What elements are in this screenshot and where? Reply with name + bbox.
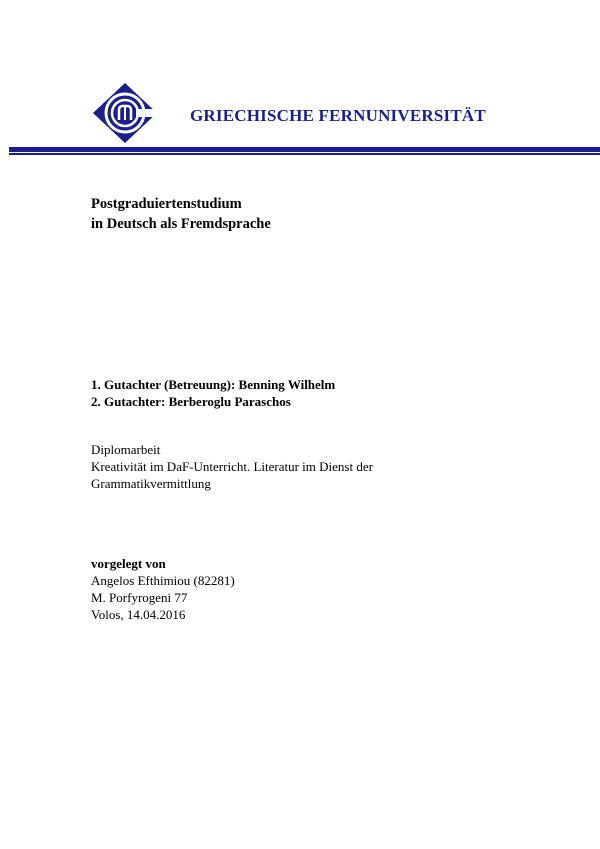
- thesis-block: [91, 441, 373, 492]
- submitted-by-label: vorgelegt von: [91, 556, 166, 571]
- university-name: GRIECHISCHE FERNUNIVERSITÄT: [190, 106, 486, 125]
- second-reviewer: 2. Gutachter: Berberoglu Paraschos: [91, 394, 291, 409]
- reviewers-block: [91, 376, 335, 410]
- first-reviewer: 1. Gutachter (Betreuung): Benning Wilhelm: [91, 377, 336, 392]
- program-line-2: in Deutsch als Fremdsprache: [91, 216, 271, 232]
- place-date: Volos, 14.04.2016: [91, 607, 186, 622]
- header-rule-thick: [9, 147, 600, 152]
- thesis-title-line-2: Grammatikvermittlung: [91, 476, 211, 491]
- author-name: Angelos Efthimiou (82281): [91, 573, 235, 588]
- hou-logo-icon: [92, 82, 158, 144]
- header-rule-thin: [9, 153, 600, 155]
- page-header: [0, 0, 600, 160]
- thesis-title-line-1: Kreativität im DaF-Unterricht. Literatur im Dienst der: [91, 459, 373, 474]
- program-title: [91, 194, 271, 234]
- author-address: M. Porfyrogeni 77: [91, 590, 188, 605]
- author-block: [91, 555, 235, 623]
- program-line-1: Postgraduiertenstudium: [91, 196, 242, 212]
- thesis-type: Diplomarbeit: [91, 442, 161, 457]
